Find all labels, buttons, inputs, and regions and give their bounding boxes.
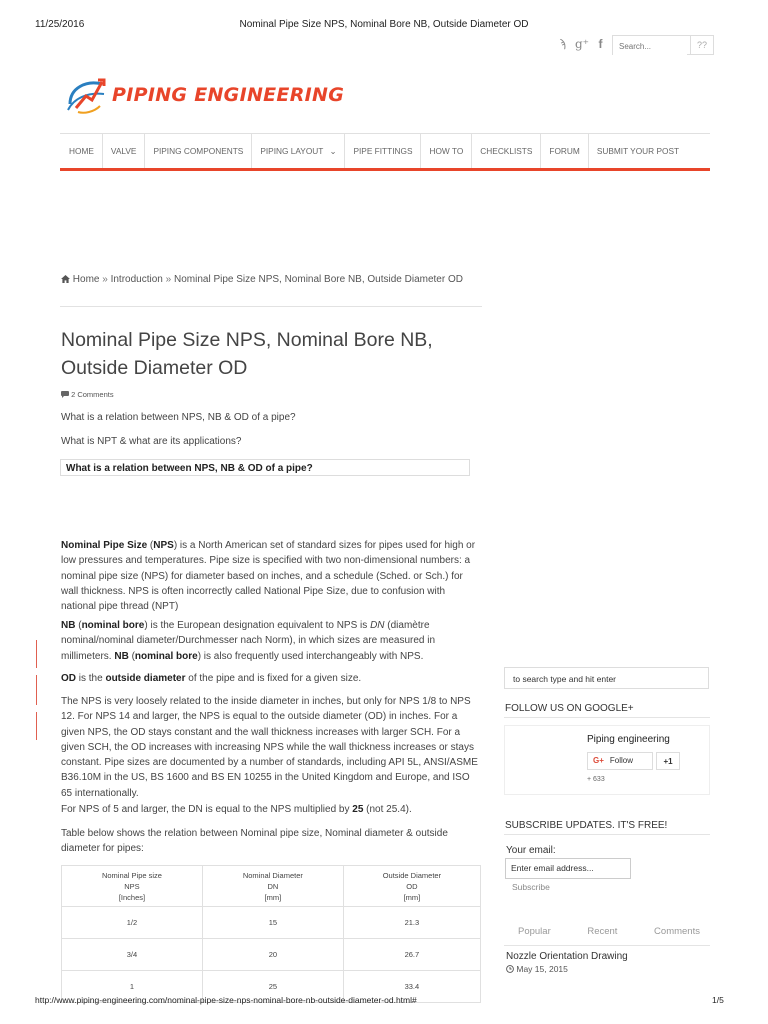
table-cell: 3/4 <box>62 939 203 971</box>
paragraph-od: OD is the outside diameter of the pipe and is fixed for a given size. <box>61 673 362 684</box>
nav-item-valve[interactable]: VALVE <box>103 134 146 168</box>
email-field[interactable]: Enter email address... <box>505 858 631 879</box>
search-box <box>612 35 714 55</box>
paragraph-table-intro: Table below shows the relation between Nominal pipe size, Nominal diameter & outside diameter for pipes: <box>61 828 448 855</box>
page-number: 1/5 <box>712 995 724 1005</box>
print-url: http://www.piping-engineering.com/nominal-pipe-size-nps-nominal-bore-nb-outside-diameter-od.html# <box>35 995 417 1005</box>
follow-label: Follow <box>609 756 634 765</box>
term-od: OD <box>61 673 76 684</box>
paragraph-nb: NB (nominal bore) is the European designation equivalent to NPS is DN (diamètre nominal/nominal diameter/Durchmesser nach Norm), in which sizes are measured in millimeters. NB (nominal bore) is also frequently used interchangeably with NPS. <box>61 620 436 662</box>
breadcrumb-separator: » <box>102 274 108 285</box>
table-row <box>62 939 481 971</box>
column-header-dn: Nominal Diameter DN [mm] <box>202 866 343 907</box>
print-title: Nominal Pipe Size NPS, Nominal Bore NB, Outside Diameter OD <box>239 19 529 30</box>
nav-item-piping-components[interactable]: PIPING COMPONENTS <box>145 134 252 168</box>
nav-item-checklists[interactable]: CHECKLISTS <box>472 134 541 168</box>
breadcrumb-home[interactable]: Home <box>72 274 100 285</box>
tab-comments[interactable]: Comments <box>654 926 700 937</box>
table-cell: 21.3 <box>343 907 480 939</box>
logo-mark-icon <box>64 74 108 116</box>
follow-heading: FOLLOW US ON GOOGLE+ <box>505 703 634 714</box>
search-button[interactable]: ?? <box>690 36 713 54</box>
clock-icon <box>506 965 514 973</box>
table-header-row <box>62 866 481 907</box>
facebook-icon[interactable]: f <box>598 37 603 51</box>
table-cell: 15 <box>202 907 343 939</box>
term-outside-diameter: outside diameter <box>105 673 186 684</box>
subscribe-heading: SUBSCRIBE UPDATES. IT'S FREE! <box>505 820 668 831</box>
table-row <box>62 907 481 939</box>
sidebar-search-input[interactable]: to search type and hit enter <box>504 667 709 689</box>
search-input[interactable] <box>613 39 687 55</box>
tab-popular[interactable]: Popular <box>518 926 551 937</box>
follower-count: + 633 <box>587 776 605 783</box>
term-nb: NB <box>61 620 76 631</box>
paragraph-nps-details: The NPS is very loosely related to the inside diameter in inches, but only for NPS 1/8 to NPS 12. For NPS 14 and larger, the NPS is equal to the outside diameter (OD) in inches. For a given NPS, the OD stays constant and the wall thickness increases with larger SCH. For a given SCH, the OD increases with increasing NPS while the wall thickness increases or stays constant. Pipe sizes are documented by a number of standards, including API 5L, ANSI/ASME B36.10M in the US, BS 1600 and BS EN 10255 in the United Kingdom and Europe, and ISO 65 internationally. <box>61 696 478 799</box>
breadcrumb <box>61 272 481 287</box>
nav-item-label: PIPING LAYOUT <box>260 146 324 156</box>
pipe-size-table <box>61 865 481 1003</box>
main-nav <box>60 133 710 171</box>
table-cell: 1/2 <box>62 907 203 939</box>
share-widget-edge <box>36 675 41 705</box>
popular-post-link[interactable]: Nozzle Orientation Drawing <box>506 951 628 962</box>
divider <box>504 945 710 946</box>
comment-count[interactable] <box>61 390 114 399</box>
breadcrumb-current: Nominal Pipe Size NPS, Nominal Bore NB, Outside Diameter OD <box>173 274 463 285</box>
term-nominal-bore: nominal bore <box>134 650 198 662</box>
paragraph-nps: Nominal Pipe Size (NPS) is a North American set of standard sizes for pipes used for high or low pressures and temperatures. Pipe size is specified with two non-dimensional numbers: a nominal pipe size (NPS) for diameter based on inches, and a schedule (Sched. or Sch.) for wall thickness. NPS is often incorrectly called National Pipe Size, due to confusion with national pipe thread (NPT) <box>61 540 476 613</box>
comments-icon <box>61 391 69 398</box>
print-date: 11/25/2016 <box>35 19 85 30</box>
term-nb: NB <box>114 650 129 662</box>
nav-item-forum[interactable]: FORUM <box>541 134 588 168</box>
column-header-nps: Nominal Pipe size NPS [Inches] <box>62 866 203 907</box>
term-dn: DN <box>370 620 385 631</box>
table-cell: 33.4 <box>343 971 480 1003</box>
google-plus-icon[interactable]: g⁺ <box>575 37 590 51</box>
nav-item-pipe-fittings[interactable]: PIPE FITTINGS <box>345 134 421 168</box>
share-widget-edge <box>36 712 41 740</box>
term-nps: NPS <box>153 540 174 551</box>
multiplier-value: 25 <box>352 804 364 815</box>
nav-item-piping-layout[interactable] <box>252 134 345 168</box>
subscribe-button[interactable]: Subscribe <box>512 882 550 892</box>
nav-item-how-to[interactable]: HOW TO <box>421 134 472 168</box>
follow-button[interactable] <box>587 752 653 770</box>
google-plus-icon: G+ <box>593 756 604 765</box>
logo-text: PIPING ENGINEERING <box>112 84 345 106</box>
term-nominal-pipe-size: Nominal Pipe Size <box>61 540 148 551</box>
divider <box>504 717 710 718</box>
term-nominal-bore: nominal bore <box>81 620 145 631</box>
sidebar-tabs <box>506 926 710 937</box>
intro-question-2: What is NPT & what are its applications? <box>61 436 242 447</box>
paragraph-dn-multiplier: For NPS of 5 and larger, the DN is equal to the NPS multiplied by 25 (not 25.4). <box>61 804 412 815</box>
share-widget-edge <box>36 640 41 668</box>
breadcrumb-separator: » <box>165 274 172 285</box>
home-icon <box>61 275 70 283</box>
chevron-down-icon: ⌄ <box>329 146 337 156</box>
table-cell: 1 <box>62 971 203 1003</box>
intro-question-1: What is a relation between NPS, NB & OD of a pipe? <box>61 412 296 423</box>
divider <box>504 834 710 835</box>
email-label: Your email: <box>506 845 556 856</box>
nav-item-home[interactable]: HOME <box>60 134 103 168</box>
gplus-page-name[interactable]: Piping engineering <box>587 734 670 745</box>
page-title: Nominal Pipe Size NPS, Nominal Bore NB, Outside Diameter OD <box>61 329 433 379</box>
breadcrumb-introduction[interactable]: Introduction <box>110 274 163 285</box>
post-date-label: May 15, 2015 <box>516 964 568 974</box>
table-cell: 26.7 <box>343 939 480 971</box>
post-date <box>506 964 568 974</box>
divider <box>60 306 482 307</box>
comment-count-label: 2 Comments <box>71 390 114 399</box>
site-logo[interactable] <box>64 74 344 116</box>
tab-recent[interactable]: Recent <box>587 926 618 937</box>
column-header-od: Outside Diameter OD [mm] <box>343 866 480 907</box>
social-icons <box>556 37 607 51</box>
rss-icon[interactable]: ϡ <box>559 38 566 50</box>
nav-item-submit-your-post[interactable]: SUBMIT YOUR POST <box>596 146 680 156</box>
plus-one-button[interactable]: +1 <box>656 752 680 770</box>
table-cell: 20 <box>202 939 343 971</box>
table-cell: 25 <box>202 971 343 1003</box>
section-heading-box: What is a relation between NPS, NB & OD of a pipe? <box>60 459 470 476</box>
